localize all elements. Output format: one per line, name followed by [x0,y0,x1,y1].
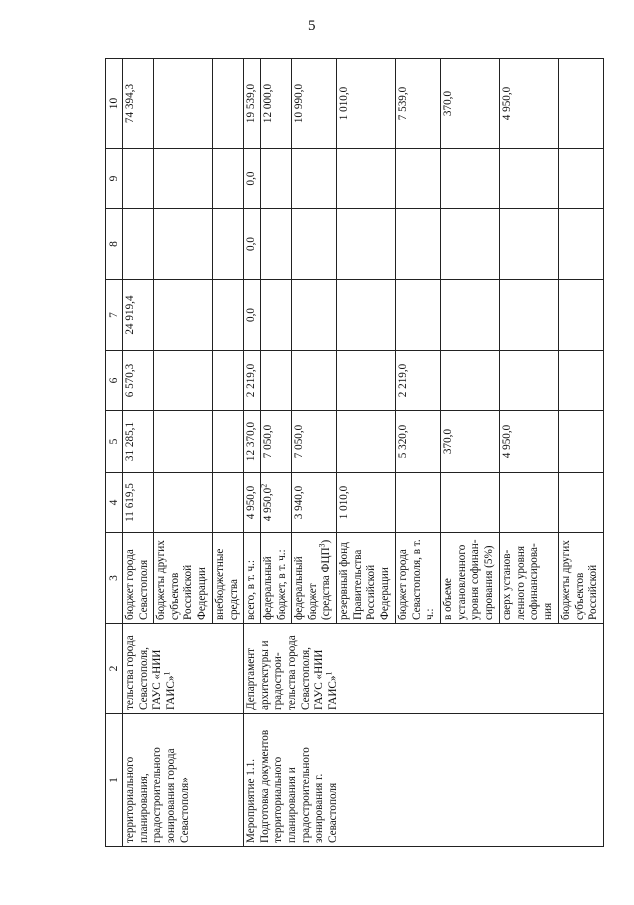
footnote-mark: 1 [162,671,172,676]
value-cell [441,351,500,411]
value-cell: 7 050,0 [292,411,337,473]
header-cell: 6 [106,351,123,411]
value-cell [261,473,292,533]
value-cell [500,149,559,209]
header-cell: 9 [106,149,123,209]
value-cell [559,411,604,473]
header-cell: 8 [106,209,123,280]
value-cell: 1 010,0 [337,473,396,533]
table-row [123,59,154,847]
source-cell [292,533,337,624]
header-cell: 7 [106,280,123,351]
value-cell [213,411,244,473]
value-cell [261,351,292,411]
value-cell: 0,0 [244,209,261,280]
source-cell: бюджеты других субъектов Российской Федерации [154,533,213,624]
value-cell [154,209,213,280]
footnote-mark: 1 [324,671,334,676]
header-cell: 1 [106,714,123,847]
source-cell: всего, в т. ч.: [244,533,261,624]
value-cell [261,280,292,351]
header-cell: 3 [106,533,123,624]
value-cell [441,473,500,533]
value-cell [213,280,244,351]
value-cell: 370,0 [441,411,500,473]
value-cell [213,351,244,411]
value-cell [154,149,213,209]
value-cell: 31 285,1 [123,411,154,473]
footnote-mark: 3 [317,543,327,548]
value-cell [213,473,244,533]
value-cell [559,59,604,149]
value-cell: 4 950,0 [244,473,261,533]
value-cell [154,351,213,411]
value-cell: 4 950,0 [500,59,559,149]
footnote-mark: 2 [259,483,269,488]
executor-cell [244,624,604,714]
header-cell: 4 [106,473,123,533]
source-cell: бюджет города Севастополя [123,533,154,624]
value-cell [213,149,244,209]
source-cell: бюджеты других субъектов Российской [559,533,604,624]
executor-cell [123,624,244,714]
value-cell: 74 394,3 [123,59,154,149]
value-cell [337,411,396,473]
executor-text: тельства города Севастополя, ГАУС «НИИ ГАИС» [124,635,177,710]
value-cell: 24 919,4 [123,280,154,351]
value-cell: 2 219,0 [396,351,441,411]
source-cell: внебюджетные средства [213,533,244,624]
value-cell: 19 539,0 [244,59,261,149]
header-cell: 5 [106,411,123,473]
value-cell [261,209,292,280]
value-cell [154,411,213,473]
value-text: 4 950,0 [262,487,275,522]
value-cell [337,149,396,209]
executor-text: Департамент архитектуры и градострои-тельства города Севастополя, ГАУС «НИИ ГАИС» [245,635,339,710]
rotated-table-frame [105,59,600,847]
value-cell [396,209,441,280]
value-cell [337,280,396,351]
value-cell: 12 000,0 [261,59,292,149]
source-cell: федеральный бюджет, в т. ч.: [261,533,292,624]
value-cell [500,473,559,533]
value-cell [337,209,396,280]
header-row [106,59,123,847]
value-cell [559,209,604,280]
value-cell: 6 570,3 [123,351,154,411]
value-cell [559,280,604,351]
value-cell [441,280,500,351]
source-cell: резервный фонд Правительства Российской Федерации [337,533,396,624]
value-cell: 2 219,0 [244,351,261,411]
value-cell [559,473,604,533]
value-cell: 10 990,0 [292,59,337,149]
source-text: федеральный бюджет (средства ФЦП [293,547,333,620]
table-row [244,59,261,847]
value-cell [441,149,500,209]
source-cell: бюджет города Севастополя, в т. ч.: [396,533,441,624]
value-cell [154,280,213,351]
value-cell: 7 539,0 [396,59,441,149]
value-cell: 0,0 [244,149,261,209]
value-cell [337,351,396,411]
source-cell: в объеме установленного уровня софинан-сирования (5%) [441,533,500,624]
value-cell [500,280,559,351]
activity-cell: территориального планирования, градостроительного зонирования города Севастополя» [123,714,244,847]
value-cell [213,209,244,280]
value-cell: 370,0 [441,59,500,149]
value-cell [396,149,441,209]
value-cell [261,149,292,209]
value-cell: 1 010,0 [337,59,396,149]
value-cell: 4 950,0 [500,411,559,473]
value-cell [500,209,559,280]
value-cell [292,280,337,351]
value-cell [123,209,154,280]
source-text-tail: ) [320,539,333,544]
value-cell: 0,0 [244,280,261,351]
value-cell [396,473,441,533]
value-cell: 3 940,0 [292,473,337,533]
value-cell [396,280,441,351]
value-cell: 12 370,0 [244,411,261,473]
value-cell [154,473,213,533]
value-cell [292,149,337,209]
value-cell [559,149,604,209]
value-cell: 11 619,5 [123,473,154,533]
page-number: 5 [308,18,316,34]
value-cell [213,59,244,149]
header-cell: 10 [106,59,123,149]
value-cell [154,59,213,149]
value-cell: 5 320,0 [396,411,441,473]
header-cell: 2 [106,624,123,714]
source-cell: сверх установ-ленного уровня софинансирова-ния [500,533,559,624]
value-cell [500,351,559,411]
value-cell [292,351,337,411]
value-cell: 7 050,0 [261,411,292,473]
value-cell [123,149,154,209]
activity-cell: Мероприятие 1.1. Подготовка документов территориального планирования и градостроительного зонирования г. Севастополя [244,714,604,847]
budget-table [105,58,604,847]
value-cell [559,351,604,411]
value-cell [292,209,337,280]
value-cell [441,209,500,280]
